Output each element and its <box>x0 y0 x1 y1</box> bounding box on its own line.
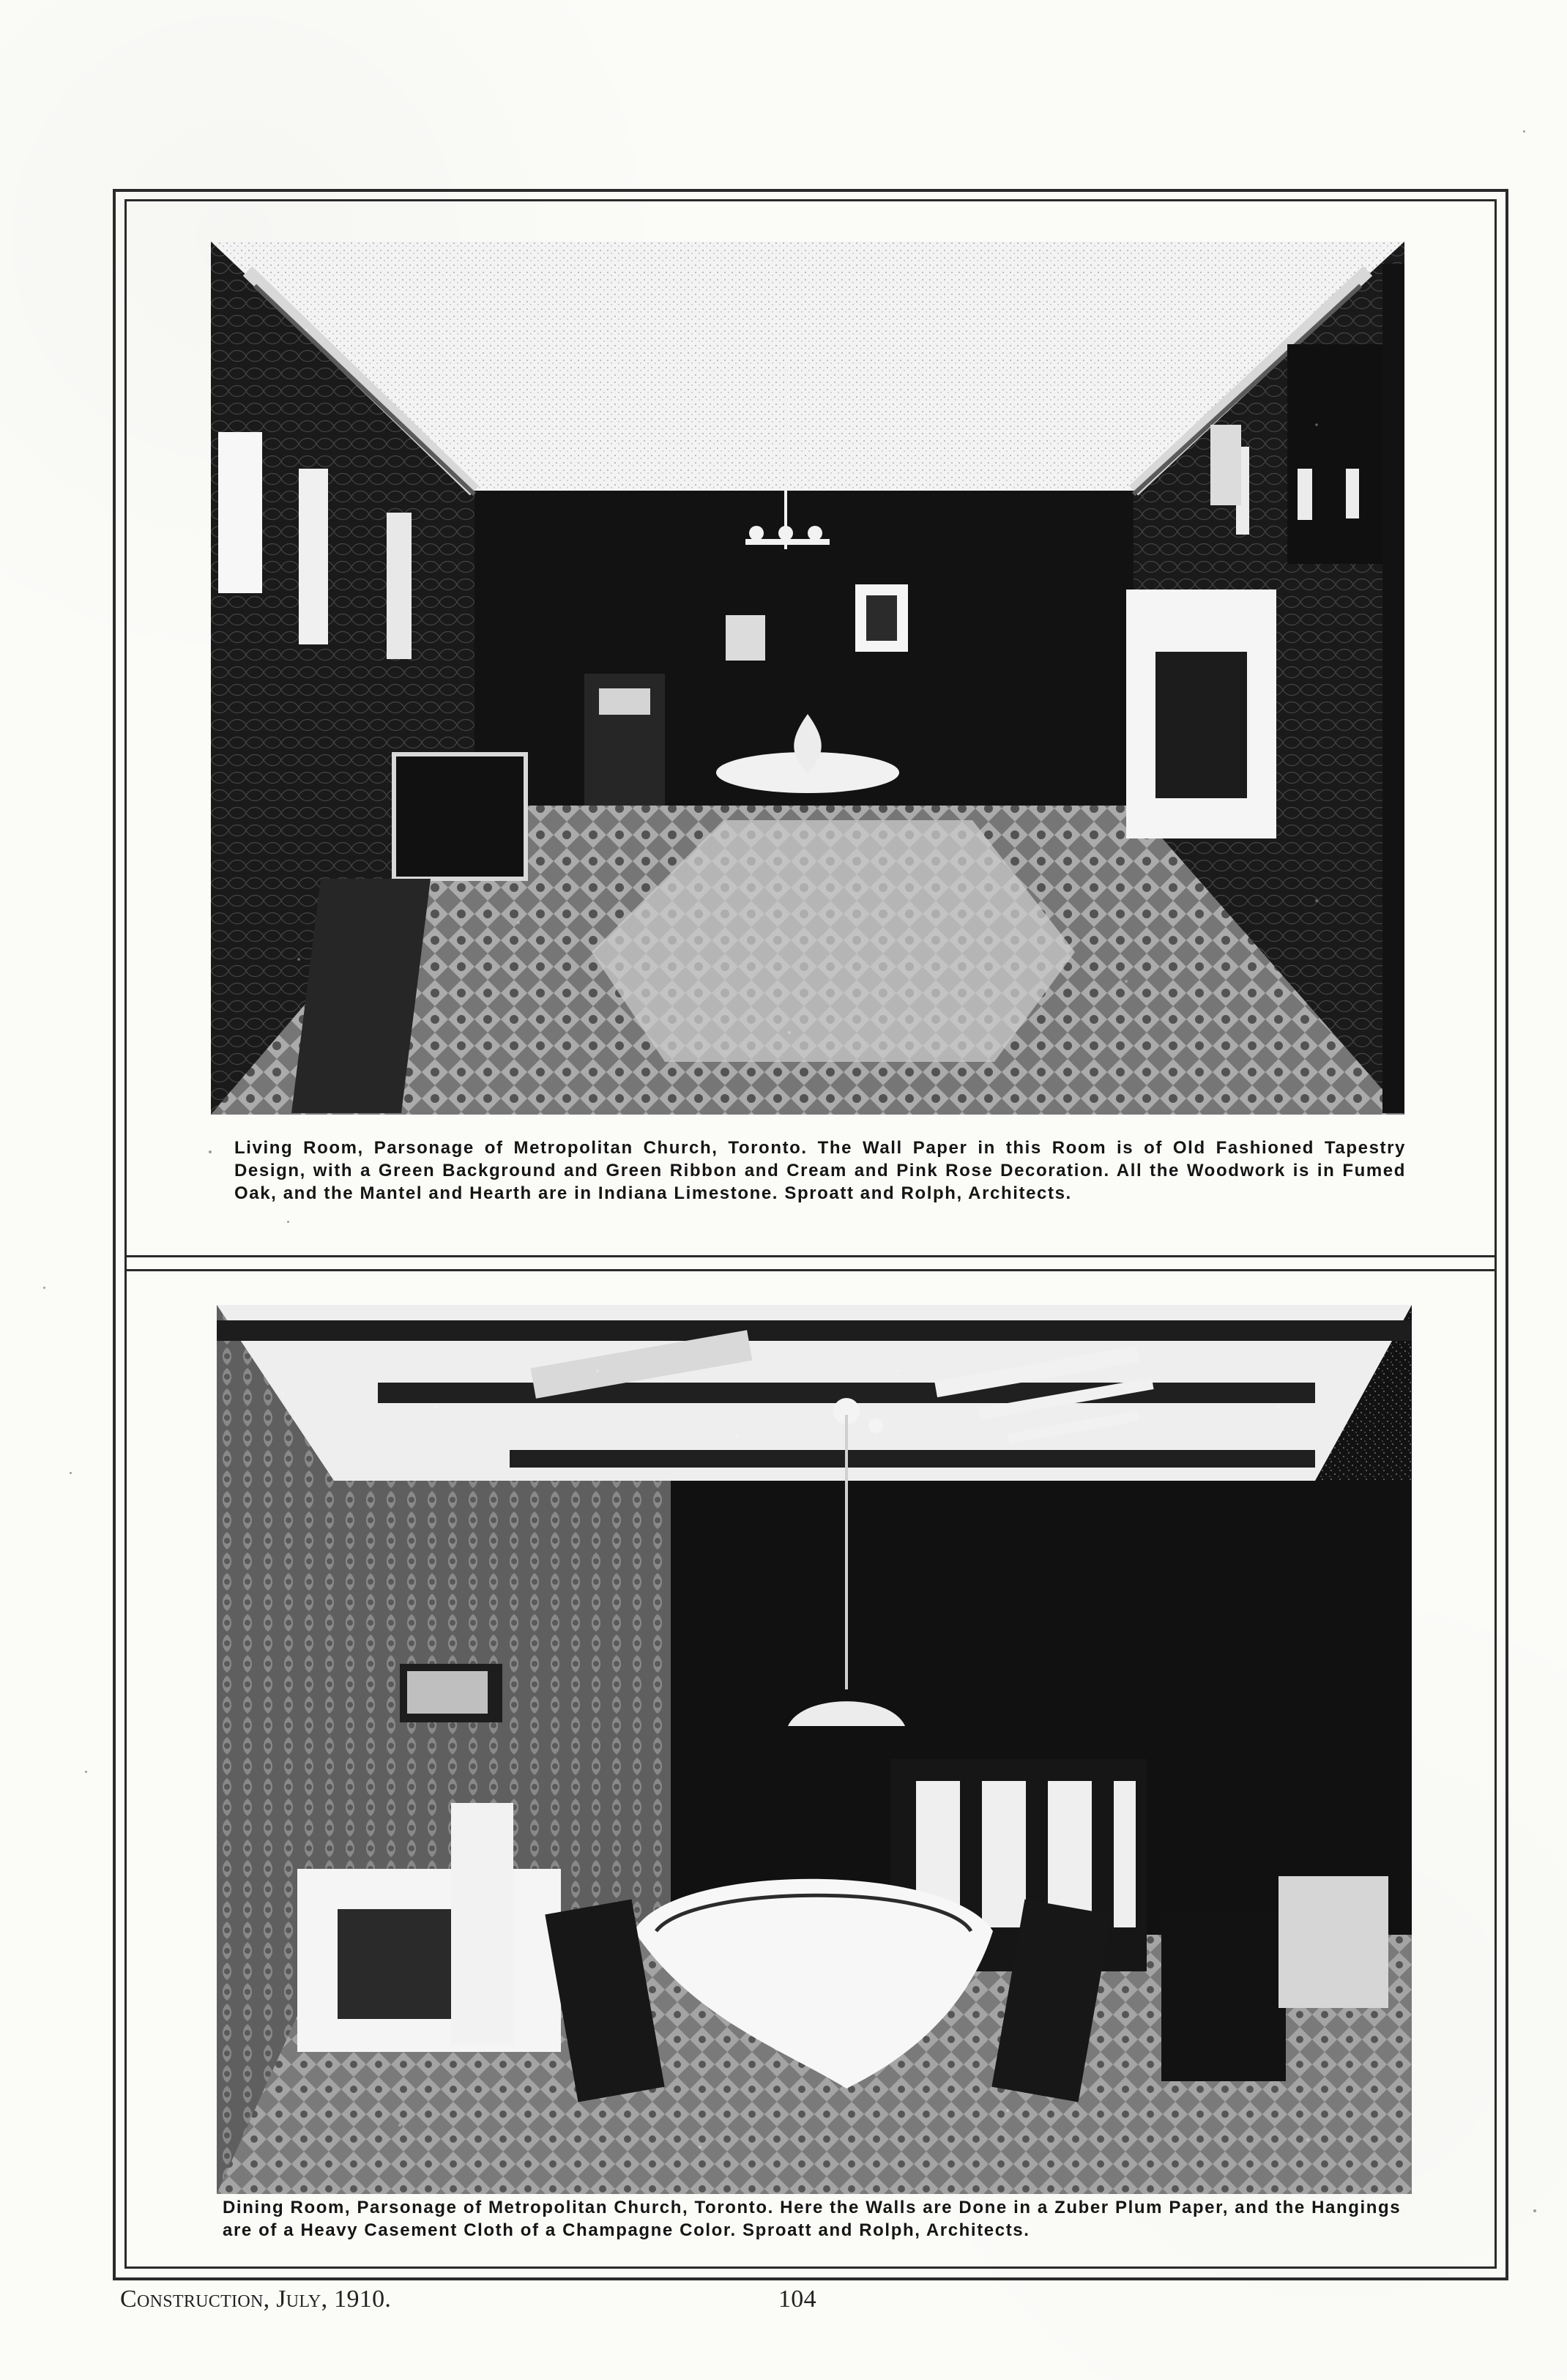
print-speck <box>85 1771 87 1773</box>
section-divider-upper <box>124 1255 1497 1257</box>
print-speck <box>1533 2209 1536 2212</box>
living-room-photo <box>211 242 1404 1115</box>
print-speck <box>209 1150 212 1153</box>
dining-room-caption: Dining Room, Parsonage of Metropolitan Church, Toronto. Here the Walls are Done in a Zuber Plum Paper, and the Hangings are of a Heavy Casement Cloth of a Champagne Color. Sproatt and Rolph, Architects. <box>223 2198 1402 2240</box>
living-room-caption: Living Room, Parsonage of Metropolitan Church, Toronto. The Wall Paper in this Room is of Old Fashioned Tapestry Design, with a Green Background and Green Ribbon and Cream and Pink Rose Decoration. All the Woodwork is in Fumed Oak, and the Mantel and Hearth are in Indiana Limestone. Sproatt and Rolph, Architects. <box>234 1138 1406 1203</box>
publication-footer: Construction, July, 1910. <box>120 2286 392 2313</box>
page-number: 104 <box>778 2286 816 2313</box>
print-speck <box>1523 130 1525 133</box>
dining-room-photo <box>217 1305 1412 2194</box>
section-divider-lower <box>124 1269 1497 1271</box>
print-speck <box>287 1221 289 1223</box>
print-speck <box>70 1472 72 1474</box>
print-speck <box>43 1287 45 1289</box>
